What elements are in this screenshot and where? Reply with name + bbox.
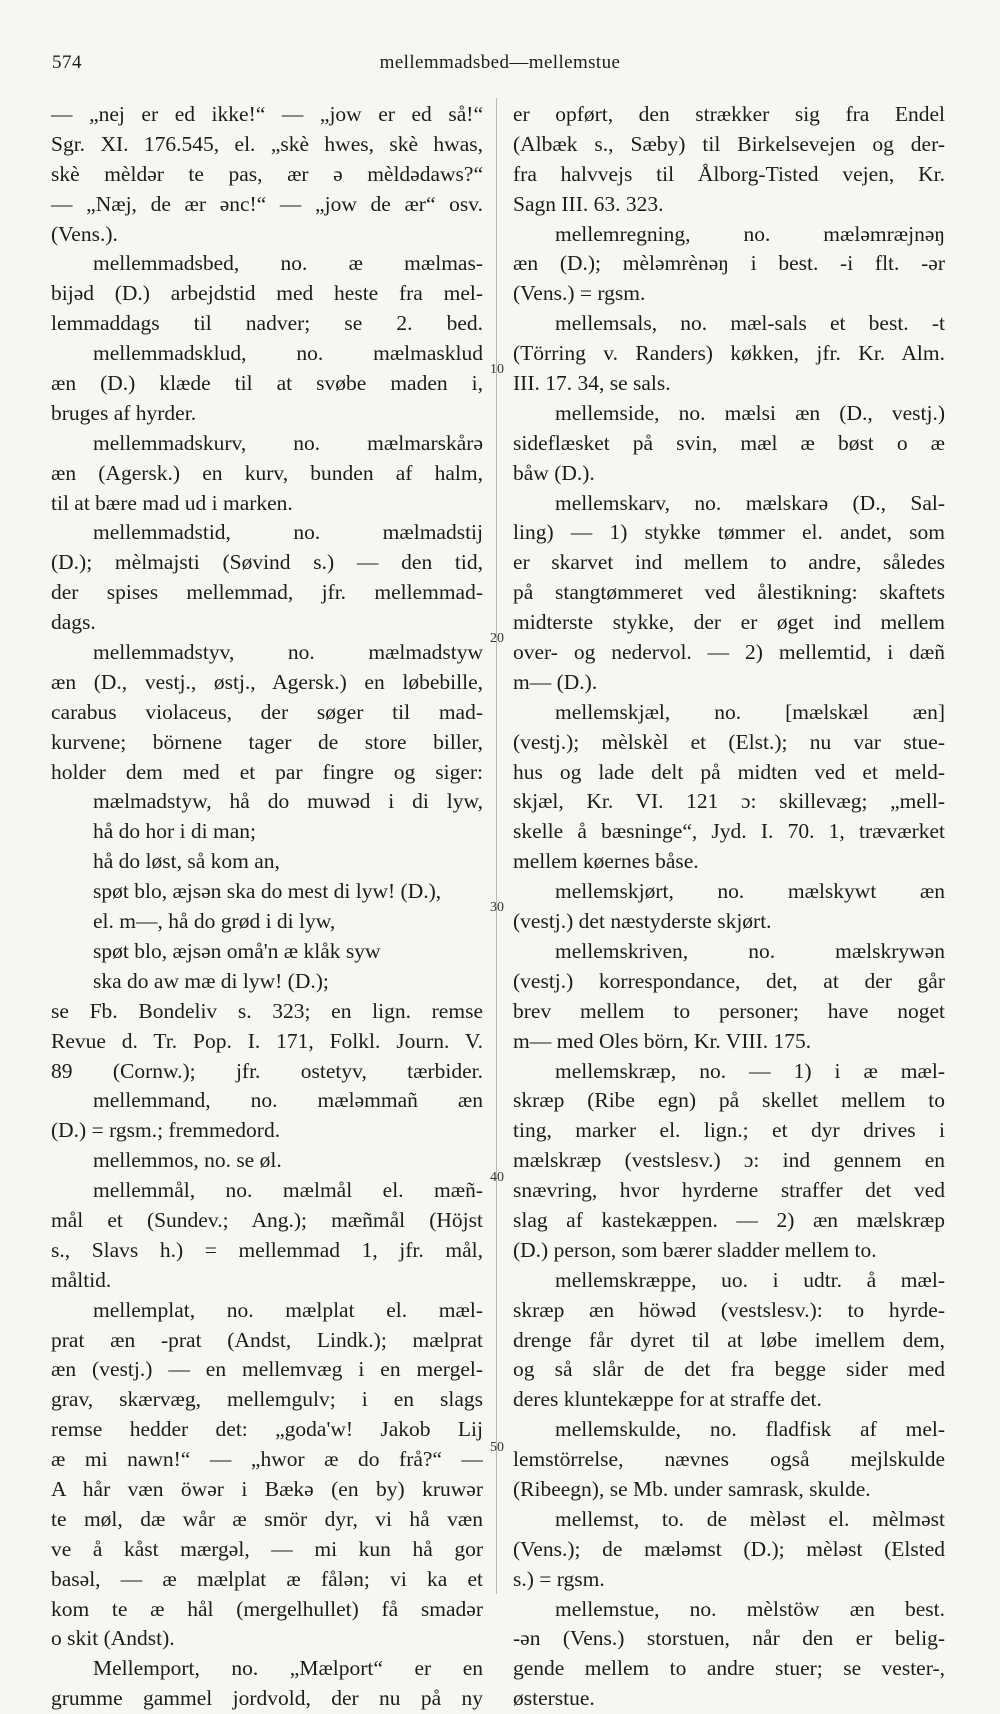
text-line: mellemskarv, no. mælskarə (D., Sal- [555,490,945,515]
text-line: er skarvet ind mellem to andre, således [513,550,945,575]
text-line: til at bære mad ud i marken. [51,490,293,515]
text-line: mellemskriven, no. mælskrywən [555,938,945,963]
text-line: snævring, hvor hyrderne straffer det ved [513,1178,945,1203]
text-line: se Fb. Bondeliv s. 323; en lign. remse [51,998,483,1023]
text-line: mellemregning, no. mæləmræjnəŋ [555,221,945,246]
text-line: og så slår de det fra begge sider med [513,1357,945,1382]
text-line: mellemmål, no. mælmål el. mæñ- [93,1178,483,1203]
text-line: mellemside, no. mælsi æn (D., vestj.) [555,400,945,425]
text-line: skræp (Ribe egn) på skellet mellem to [513,1088,945,1113]
text-line: s., Slavs h.) = mellemmad 1, jfr. mål, [51,1237,483,1262]
text-line: (vestj.) det næstyderste skjørt. [513,909,772,934]
text-line: (D.); mèlmajsti (Søvind s.) — den tid, [51,550,483,575]
text-line: (Törring v. Randers) køkken, jfr. Kr. Alm. [513,341,945,366]
text-line: mellemst, to. de mèləst el. mèlməst [555,1506,945,1531]
text-line: (D.) person, som bærer sladder mellem to. [513,1237,877,1262]
text-line: (vestj.) korrespondance, det, at der går [513,968,945,993]
text-line: prat æn -prat (Andst, Lindk.); mælprat [51,1327,483,1352]
text-line: deres kluntekæppe for at straffe det. [513,1387,822,1412]
text-line: kom te æ hål (mergelhullet) få smadər [51,1596,483,1621]
text-line: ska do aw mæ di lyw! (D.); [93,968,329,993]
text-line: skræp æn höwəd (vestslesv.): to hyrde- [513,1297,945,1322]
line-number: 40 [490,1170,504,1185]
text-line: mellemskulde, no. fladfisk af mel- [555,1417,945,1442]
text-line: mellem køernes båse. [513,849,699,874]
text-line: mellemmos, no. se øl. [93,1148,282,1173]
text-line: m— (D.). [513,669,598,694]
text-line: holder dem med et par fingre og siger: [51,759,483,784]
text-line: slag af kastekæppen. — 2) æn mælskræp [513,1207,945,1232]
text-line: grumme gammel jordvold, der nu på ny [51,1686,483,1711]
page-header [0,52,1000,82]
text-line: der spises mellemmad, jfr. mellemmad- [51,580,483,605]
text-line: bijəd (D.) arbejdstid med heste fra mel- [51,281,483,306]
text-line: sideflæsket på svin, mæl æ bøst o æ [513,430,945,455]
text-line: mellemmadskurv, no. mælmarskårə [93,430,483,455]
line-number: 20 [490,631,504,646]
text-line: brev mellem to personer; have noget [513,998,945,1023]
text-line: æ mi nawn!“ — „hwor æ do frå?“ — [51,1447,483,1472]
text-line: østerstue. [513,1686,595,1711]
text-line: skè mèldər te pas, ær ə mèldədaws?“ [51,161,483,186]
text-line: hå do løst, så kom an, [93,849,280,874]
text-line: skjæl, Kr. VI. 121 ɔ: skillevæg; „mell- [513,789,945,814]
text-line: 89 (Cornw.); jfr. ostetyv, tærbider. [51,1058,483,1083]
text-line: bruges af hyrder. [51,400,197,425]
text-line: (Albæk s., Sæby) til Birkelsevejen og der- [513,131,945,156]
text-line: basəl, — æ mælplat æ fålən; vi ka et [51,1566,483,1591]
text-line: over- og nedervol. — 2) mellemtid, i dæñ [513,640,945,665]
text-line: mellemskjæl, no. [mælskæl æn] [555,699,945,724]
text-line: på stangtømmeret ved ålestikning: skaftets [513,580,945,605]
running-title: mellemmadsbed—mellemstue [379,52,621,73]
text-line: (vestj.); mèlskèl et (Elst.); nu var stue- [513,729,945,754]
text-line: (Ribeegn), se Mb. under samrask, skulde. [513,1476,871,1501]
text-line: lemmaddags til nadver; se 2. bed. [51,311,483,336]
text-line: æn (D.); mèləmrènəŋ i best. -i flt. -ər [513,251,945,276]
line-number: 30 [490,900,504,915]
text-line: mellemmadsbed, no. æ mælmas- [93,251,483,276]
text-line: III. 17. 34, se sals. [513,371,671,396]
text-line: (Vens.). [51,221,118,246]
left-column [51,100,483,1714]
right-column [513,100,945,1714]
line-number: 10 [490,362,504,377]
text-line: midterste stykke, der er øget ind mellem [513,610,945,635]
text-line: æn (D., vestj., østj., Agersk.) en løbebille, [51,669,483,694]
text-line: — „nej er ed ikke!“ — „jow er ed så!“ [51,102,483,126]
text-line: carabus violaceus, der søger til mad- [51,699,483,724]
text-line: spøt blo, æjsən ska do mest di lyw! (D.), [93,879,442,904]
text-line: Sgr. XI. 176.545, el. „skè hwes, skè hwas, [51,131,483,156]
text-line: mellemsals, no. mæl-sals et best. -t [555,311,945,336]
text-line: er opført, den strækker sig fra Endel [513,102,945,126]
text-line: mellemskræppe, uo. i udtr. å mæl- [555,1267,945,1292]
text-line: remse hedder det: „goda'w! Jakob Lij [51,1417,483,1442]
text-line: hus og lade delt på midten ved et meld- [513,759,945,784]
text-line: ling) — 1) stykke tømmer el. andet, som [513,520,945,545]
text-line: s.) = rgsm. [513,1566,605,1591]
text-line: Mellemport, no. „Mælport“ er en [93,1656,483,1681]
text-line: el. m—, hå do grød i di lyw, [93,909,336,934]
text-line: spøt blo, æjsən omå'n æ klåk syw [93,938,381,963]
text-line: grav, skærvæg, mellemgulv; i en slags [51,1387,483,1412]
text-line: Revue d. Tr. Pop. I. 171, Folkl. Journ. V. [51,1028,483,1053]
text-line: mælmadstyw, hå do muwəd i di lyw, [93,789,483,814]
text-line: lemstörrelse, nævnes også mejlskulde [513,1447,945,1472]
text-line: mellemmand, no. mæləmmañ æn [93,1088,483,1113]
text-line: båw (D.). [513,460,595,485]
text-line: æn (Agersk.) en kurv, bunden af halm, [51,460,483,485]
text-line: ting, marker el. lign.; et dyr drives i [513,1118,945,1143]
text-line: mellemmadstyv, no. mælmadstyw [93,640,483,665]
text-line: måltid. [51,1267,112,1292]
column-divider [496,98,497,1594]
text-line: o skit (Andst). [51,1626,175,1651]
text-line: fra halvvejs til Ålborg-Tisted vejen, Kr. [513,161,945,186]
text-line: æn (vestj.) — en mellemvæg i en mergel- [51,1357,483,1382]
text-line: gende mellem to andre stuer; se vester-, [513,1656,945,1681]
text-line: m— med Oles börn, Kr. VIII. 175. [513,1028,812,1053]
text-line: (Vens.); de mæləmst (D.); mèləst (Elsted [513,1536,945,1561]
text-line: te møl, dæ wår æ smör dyr, vi hå væn [51,1506,483,1531]
text-line: mål et (Sundev.; Ang.); mæñmål (Höjst [51,1207,483,1232]
text-line: mellemskræp, no. — 1) i æ mæl- [555,1058,945,1083]
text-line: mellemskjørt, no. mælskywt æn [555,879,945,904]
text-line: mælskræp (vestslesv.) ɔ: ind gennem en [513,1148,945,1173]
text-line: — „Næj, de ær ənc!“ — „jow de ær“ osv. [51,191,483,216]
text-line: mellemmadsklud, no. mælmasklud [93,341,483,366]
text-line: æn (D.) klæde til at svøbe maden i, [51,371,483,396]
text-line: (Vens.) = rgsm. [513,281,646,306]
text-line: mellemmadstid, no. mælmadstij [93,520,483,545]
text-line: A hår væn öwər i Bækə (en by) kruwər [51,1476,483,1501]
text-line: (D.) = rgsm.; fremmedord. [51,1118,281,1143]
text-line: -ən (Vens.) storstuen, når den er belig- [513,1626,945,1651]
text-line: hå do hor i di man; [93,819,257,844]
line-number: 50 [490,1440,504,1455]
text-line: drenge får dyret til at løbe imellem dem, [513,1327,945,1352]
text-line: kurvene; börnene tager de store biller, [51,729,483,754]
text-line: ve å kåst mærgəl, — mi kun hå gor [51,1536,483,1561]
text-line: mellemplat, no. mælplat el. mæl- [93,1297,483,1322]
text-line: Sagn III. 63. 323. [513,191,664,216]
page-number: 574 [52,52,82,73]
text-line: dags. [51,610,96,635]
text-line: mellemstue, no. mèlstöw æn best. [555,1596,945,1621]
text-line: skelle å bæsninge“, Jyd. I. 70. 1, træværket [513,819,945,844]
